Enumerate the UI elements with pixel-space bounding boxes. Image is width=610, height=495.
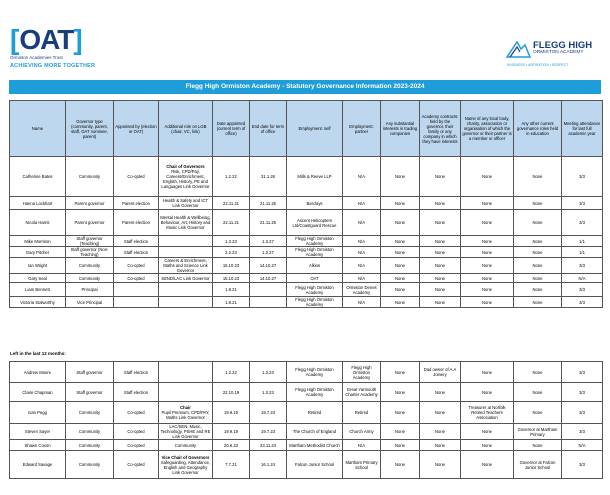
cell-appointed: Staff election bbox=[114, 362, 159, 383]
role-detail: Risk, CPD/Pay, Careers/Enrichment, English, History, PE and Languages Link Governor bbox=[161, 169, 210, 189]
cell-attendance: 3/3 bbox=[562, 402, 603, 424]
cell-contracts: None bbox=[420, 402, 461, 424]
column-header: Any substantial interests in trading companies bbox=[381, 101, 420, 157]
column-header: Governor type (community, parent, staff, OAT nominee, parent) bbox=[66, 101, 114, 157]
cell-contracts: None bbox=[420, 258, 461, 274]
flegg-motto: KINDNESS • ASPIRATION • RESPECT bbox=[507, 63, 569, 67]
cell-local-body: None bbox=[461, 297, 514, 308]
cell-name: Gary Seal bbox=[10, 274, 66, 283]
cell-role bbox=[159, 258, 213, 274]
cell-local-body: None bbox=[461, 236, 514, 247]
column-header: End date for term of office bbox=[250, 101, 287, 157]
page-header bbox=[0, 0, 610, 78]
flegg-name: FLEGG HIGH bbox=[533, 40, 593, 51]
cell-type: Parent governor bbox=[66, 197, 114, 210]
cell-appointed: Co-opted bbox=[114, 402, 159, 424]
cell-end: 1.3.27 bbox=[250, 236, 287, 247]
cell-start: 19.9.19 bbox=[213, 424, 250, 440]
cell-role bbox=[159, 451, 213, 479]
cell-emp-partner: N/A bbox=[343, 258, 381, 274]
cell-emp-self: Flegg High Ormiston Academy bbox=[287, 236, 343, 247]
cell-emp-partner: N/A bbox=[343, 157, 381, 197]
cell-role bbox=[159, 283, 213, 297]
cell-role bbox=[159, 362, 213, 383]
cell-start: 19.9.19 bbox=[213, 402, 250, 424]
column-header: Any other current governance roles held in education bbox=[514, 101, 562, 157]
cell-type: Community bbox=[66, 451, 114, 479]
cell-role bbox=[159, 402, 213, 424]
cell-emp-partner: N/A bbox=[343, 210, 381, 236]
cell-emp-partner: N/A bbox=[343, 274, 381, 283]
column-header: Name bbox=[10, 101, 66, 157]
cell-other-roles: None bbox=[514, 157, 562, 197]
cell-role bbox=[159, 274, 213, 283]
cell-contracts: None bbox=[420, 424, 461, 440]
cell-emp-partner: Ormiston Denes Academy bbox=[343, 283, 381, 297]
cell-emp-self: Flegg High Ormiston Academy bbox=[287, 362, 343, 383]
cell-interests: None bbox=[381, 258, 420, 274]
cell-start: 7.7.21 bbox=[213, 451, 250, 479]
cell-emp-partner: Flegg High Ormiston Academy bbox=[343, 362, 381, 383]
cell-appointed: Co-opted bbox=[114, 424, 159, 440]
cell-appointed bbox=[114, 283, 159, 297]
cell-interests: None bbox=[381, 197, 420, 210]
cell-interests: None bbox=[381, 383, 420, 402]
cell-start: 1.3.23 bbox=[213, 236, 250, 247]
cell-interests: None bbox=[381, 424, 420, 440]
oat-logo-subtitle: Ormiston Academies Trust bbox=[10, 55, 63, 60]
cell-interests: None bbox=[381, 283, 420, 297]
role-detail: Community bbox=[174, 442, 197, 448]
table-row bbox=[10, 274, 603, 283]
governance-table-current bbox=[9, 100, 603, 308]
cell-role bbox=[159, 197, 213, 210]
cell-contracts: None bbox=[420, 274, 461, 283]
cell-emp-self: Barclays bbox=[287, 197, 343, 210]
cell-type: Staff governor (Teaching) bbox=[66, 236, 114, 247]
cell-name: Victoria Stalworthy bbox=[10, 297, 66, 308]
role-detail: Pupil Premium, CPD/PAY, Maths Link Governor bbox=[161, 410, 210, 420]
cell-type: Vice Principal bbox=[66, 297, 114, 308]
cell-type: Community bbox=[66, 402, 114, 424]
cell-emp-partner: N/A bbox=[343, 440, 381, 451]
cell-other-roles: None bbox=[514, 210, 562, 236]
cell-start: 1.9.21 bbox=[213, 283, 250, 297]
cell-appointed: Staff election bbox=[114, 247, 159, 258]
cell-type: Staff governor (Non-Teaching) bbox=[66, 247, 114, 258]
cell-role bbox=[159, 383, 213, 402]
flegg-logo bbox=[505, 39, 603, 69]
cell-start: 2.2.23 bbox=[213, 247, 250, 258]
cell-start: 1.2.22 bbox=[213, 157, 250, 197]
role-detail: SEND/LAC Link Governor bbox=[161, 275, 210, 281]
column-header: Name of any local body, charity, association or organisation of which the governor or their partner is a member or officer bbox=[461, 101, 514, 157]
cell-contracts: None bbox=[420, 451, 461, 479]
cell-role bbox=[159, 236, 213, 247]
cell-emp-partner: Retired bbox=[343, 402, 381, 424]
cell-end: 21.11.25 bbox=[250, 197, 287, 210]
cell-name: Nicola Harris bbox=[10, 210, 66, 236]
cell-name: Mike Morrison bbox=[10, 236, 66, 247]
document-title: Flegg High Ormiston Academy - Statutory Governance Information 2023-2024 bbox=[9, 80, 601, 94]
cell-end: 14.10.27 bbox=[250, 274, 287, 283]
cell-other-roles: None bbox=[514, 236, 562, 247]
column-header: Meeting attendance for last full academic year bbox=[562, 101, 603, 157]
oat-tagline: ACHIEVING MORE TOGETHER bbox=[10, 63, 96, 69]
cell-emp-partner: Great Yarmouth Charter Academy bbox=[343, 383, 381, 402]
bracket-right-icon: ] bbox=[73, 24, 83, 55]
cell-other-roles: None bbox=[514, 247, 562, 258]
cell-local-body: None bbox=[461, 283, 514, 297]
cell-interests: None bbox=[381, 210, 420, 236]
cell-interests: None bbox=[381, 247, 420, 258]
cell-interests: None bbox=[381, 236, 420, 247]
cell-attendance: 3/3 bbox=[562, 197, 603, 210]
cell-appointed: Co-opted bbox=[114, 440, 159, 451]
cell-type: Staff governor bbox=[66, 383, 114, 402]
cell-attendance: N/A bbox=[562, 274, 603, 283]
governance-table-left bbox=[9, 361, 603, 479]
cell-other-roles: None bbox=[514, 440, 562, 451]
cell-type: Community bbox=[66, 424, 114, 440]
cell-local-body: None bbox=[461, 157, 514, 197]
cell-attendance: 3/3 bbox=[562, 210, 603, 236]
cell-local-body: None bbox=[461, 247, 514, 258]
cell-attendance: 3/3 bbox=[562, 362, 603, 383]
cell-start: 22.11.21 bbox=[213, 210, 250, 236]
cell-interests: None bbox=[381, 440, 420, 451]
cell-appointed: Co-opted bbox=[114, 274, 159, 283]
table-row bbox=[10, 383, 603, 402]
cell-interests: None bbox=[381, 362, 420, 383]
oat-logo bbox=[10, 24, 108, 60]
cell-name: Steven Sayer bbox=[10, 424, 66, 440]
cell-other-roles: None bbox=[514, 362, 562, 383]
cell-attendance: 3/3 bbox=[562, 297, 603, 308]
cell-local-body: None bbox=[461, 383, 514, 402]
cell-emp-self: Flegg High Ormiston Academy bbox=[287, 297, 343, 308]
table-row bbox=[10, 451, 603, 479]
cell-type: Parent governor bbox=[66, 210, 114, 236]
cell-attendance: 3/3 bbox=[562, 424, 603, 440]
cell-appointed: Parent election bbox=[114, 197, 159, 210]
cell-attendance: 1/1 bbox=[562, 236, 603, 247]
cell-type: Community bbox=[66, 258, 114, 274]
cell-role bbox=[159, 424, 213, 440]
cell-contracts: None bbox=[420, 383, 461, 402]
cell-emp-self: Flegg High Ormiston Academy bbox=[287, 247, 343, 258]
cell-contracts: None bbox=[420, 297, 461, 308]
table-row bbox=[10, 157, 603, 197]
cell-local-body: None bbox=[461, 210, 514, 236]
cell-role bbox=[159, 210, 213, 236]
cell-emp-self: Flegg High Ormiston Academy bbox=[287, 283, 343, 297]
cell-local-body: None bbox=[461, 424, 514, 440]
table-row bbox=[10, 402, 603, 424]
cell-appointed: Parent election bbox=[114, 210, 159, 236]
role-detail: LAC/SEN, Music, Technology, PSHE and RE Link Governor bbox=[160, 424, 211, 439]
cell-type: Staff governor bbox=[66, 362, 114, 383]
cell-attendance: 3/3 bbox=[562, 157, 603, 197]
cell-start: 1.2.22 bbox=[213, 362, 250, 383]
cell-emp-partner: N/A bbox=[343, 236, 381, 247]
cell-start: 1.9.21 bbox=[213, 297, 250, 308]
cell-contracts: None bbox=[420, 283, 461, 297]
cell-end: 23.11.23 bbox=[250, 440, 287, 451]
cell-contracts: None bbox=[420, 197, 461, 210]
cell-other-roles: Governor at Falcon Junior School bbox=[514, 451, 562, 479]
cell-emp-partner: N/A bbox=[343, 297, 381, 308]
cell-contracts: None bbox=[420, 210, 461, 236]
cell-name: Ian Wright bbox=[10, 258, 66, 274]
cell-other-roles: None bbox=[514, 197, 562, 210]
table-row bbox=[10, 440, 603, 451]
cell-end: 19.7.23 bbox=[250, 424, 287, 440]
cell-local-body: None bbox=[461, 451, 514, 479]
cell-interests: None bbox=[381, 451, 420, 479]
cell-end: 19.7.23 bbox=[250, 402, 287, 424]
cell-emp-self: Ascent Helicopters Ltd/Coastguard Rescue bbox=[287, 210, 343, 236]
cell-contracts: None bbox=[420, 247, 461, 258]
cell-attendance: N/A bbox=[562, 440, 603, 451]
table-row bbox=[10, 197, 603, 210]
cell-role bbox=[159, 247, 213, 258]
cell-start: 15.10.23 bbox=[213, 258, 250, 274]
oat-logo-text: OAT bbox=[19, 24, 74, 55]
cell-emp-partner: Church Army bbox=[343, 424, 381, 440]
cell-emp-partner: N/A bbox=[343, 197, 381, 210]
table-row bbox=[10, 247, 603, 258]
cell-appointed: Staff election bbox=[114, 236, 159, 247]
cell-name: Catherine Bates bbox=[10, 157, 66, 197]
cell-local-body: None bbox=[461, 440, 514, 451]
cell-role bbox=[159, 297, 213, 308]
role-detail: Safeguarding, Attendance, English and Geography Link Governor bbox=[160, 459, 211, 475]
cell-interests: None bbox=[381, 274, 420, 283]
role-title: Chair of Governors bbox=[166, 164, 205, 169]
cell-contracts: Dad owner of A.A Joinery bbox=[420, 362, 461, 383]
cell-end: 16.1.24 bbox=[250, 451, 287, 479]
cell-appointed: Co-opted bbox=[114, 451, 159, 479]
cell-end: 14.10.27 bbox=[250, 258, 287, 274]
cell-name: Ivan Pegg bbox=[10, 402, 66, 424]
cell-appointed: Staff election bbox=[114, 383, 159, 402]
cell-type: Community bbox=[66, 274, 114, 283]
cell-role bbox=[159, 157, 213, 197]
cell-contracts: None bbox=[420, 236, 461, 247]
cell-other-roles: None bbox=[514, 283, 562, 297]
left-section-label: Left in the last 12 months: bbox=[10, 351, 66, 356]
cell-other-roles: None bbox=[514, 274, 562, 283]
cell-end: 21.11.25 bbox=[250, 210, 287, 236]
cell-attendance: 3/3 bbox=[562, 283, 603, 297]
column-header: Academy contracts: held by the governor, their family or any company in which they have interests bbox=[420, 101, 461, 157]
flegg-emblem-icon bbox=[505, 39, 531, 61]
role-detail: Careers & Enrichment, Maths and Science Link Governor bbox=[163, 258, 208, 273]
cell-start: 22.10.19 bbox=[213, 383, 250, 402]
cell-name: Gary Pitcher bbox=[10, 247, 66, 258]
cell-interests: None bbox=[381, 402, 420, 424]
cell-other-roles: None bbox=[514, 383, 562, 402]
cell-end: 1.3.27 bbox=[250, 247, 287, 258]
cell-attendance: 3/3 bbox=[562, 451, 603, 479]
cell-end: 1.3.23 bbox=[250, 383, 287, 402]
cell-other-roles: None bbox=[514, 297, 562, 308]
cell-name: Shawn Coxon bbox=[10, 440, 66, 451]
cell-attendance: 3/3 bbox=[562, 258, 603, 274]
cell-other-roles: None bbox=[514, 258, 562, 274]
cell-type: Community bbox=[66, 157, 114, 197]
table-row bbox=[10, 236, 603, 247]
cell-emp-partner: Martham Primary School bbox=[343, 451, 381, 479]
cell-appointed: Co-opted bbox=[114, 157, 159, 197]
column-header: Date appointed (current term of office) bbox=[213, 101, 250, 157]
cell-emp-partner: N/A bbox=[343, 247, 381, 258]
cell-local-body: None bbox=[461, 258, 514, 274]
cell-attendance: 3/3 bbox=[562, 383, 603, 402]
cell-start: 20.6.23 bbox=[213, 440, 250, 451]
table-row bbox=[10, 283, 603, 297]
cell-local-body: None bbox=[461, 362, 514, 383]
cell-emp-self: The Church of England bbox=[287, 424, 343, 440]
role-detail: Health & Safety and ICT Link Governor bbox=[162, 198, 209, 208]
cell-appointed: Co-opted bbox=[114, 258, 159, 274]
column-header: Employment: partner bbox=[343, 101, 381, 157]
table-row bbox=[10, 210, 603, 236]
cell-type: Principal bbox=[66, 283, 114, 297]
cell-name: Hanna Lockhart bbox=[10, 197, 66, 210]
cell-contracts: None bbox=[420, 157, 461, 197]
cell-name: Andrew Moore bbox=[10, 362, 66, 383]
cell-end bbox=[250, 283, 287, 297]
cell-end: 31.1.26 bbox=[250, 157, 287, 197]
role-title: Vice Chair of Governors bbox=[161, 454, 210, 460]
cell-start: 15.10.23 bbox=[213, 274, 250, 283]
cell-interests: None bbox=[381, 297, 420, 308]
column-header: Appointed by (election or OAT) bbox=[114, 101, 159, 157]
table-header-row bbox=[10, 101, 603, 157]
cell-role bbox=[159, 440, 213, 451]
cell-end: 1.3.23 bbox=[250, 362, 287, 383]
flegg-subtitle: ORMISTON ACADEMY bbox=[533, 50, 584, 55]
cell-emp-self: Mills & Reeve LLP bbox=[287, 157, 343, 197]
cell-emp-self: Falcon Junior School bbox=[287, 451, 343, 479]
table-row bbox=[10, 297, 603, 308]
cell-emp-self: Alkios bbox=[287, 258, 343, 274]
cell-other-roles: None bbox=[514, 402, 562, 424]
cell-name: Liam Bennett bbox=[10, 283, 66, 297]
cell-local-body: None bbox=[461, 274, 514, 283]
cell-emp-self: Flegg High Ormiston Academy bbox=[287, 383, 343, 402]
cell-appointed bbox=[114, 297, 159, 308]
column-header: Employment: self bbox=[287, 101, 343, 157]
role-detail: Mental Health & Wellbeing, Behaviour, Art, History and Music Link Governor bbox=[160, 215, 211, 230]
cell-emp-self: Martham Methodist Church bbox=[287, 440, 343, 451]
cell-contracts: None bbox=[420, 440, 461, 451]
cell-interests: None bbox=[381, 157, 420, 197]
cell-emp-self: OAT bbox=[287, 274, 343, 283]
column-header: Additional role on LGB (chair, VC, link) bbox=[159, 101, 213, 157]
cell-end bbox=[250, 297, 287, 308]
cell-name: Claire Chapman bbox=[10, 383, 66, 402]
cell-attendance: 1/1 bbox=[562, 247, 603, 258]
table-row bbox=[10, 258, 603, 274]
table-row bbox=[10, 424, 603, 440]
cell-other-roles: Governor at Martham Primary bbox=[514, 424, 562, 440]
cell-emp-self: Retired bbox=[287, 402, 343, 424]
cell-type: Community bbox=[66, 440, 114, 451]
cell-start: 22.11.21 bbox=[213, 197, 250, 210]
bracket-left-icon: [ bbox=[10, 24, 20, 55]
role-title: Chair bbox=[180, 405, 191, 410]
cell-name: Edward Savage bbox=[10, 451, 66, 479]
table-row bbox=[10, 362, 603, 383]
cell-local-body: None bbox=[461, 197, 514, 210]
cell-local-body: Treasurer at Norfolk Retired Teachers Association bbox=[461, 402, 514, 424]
